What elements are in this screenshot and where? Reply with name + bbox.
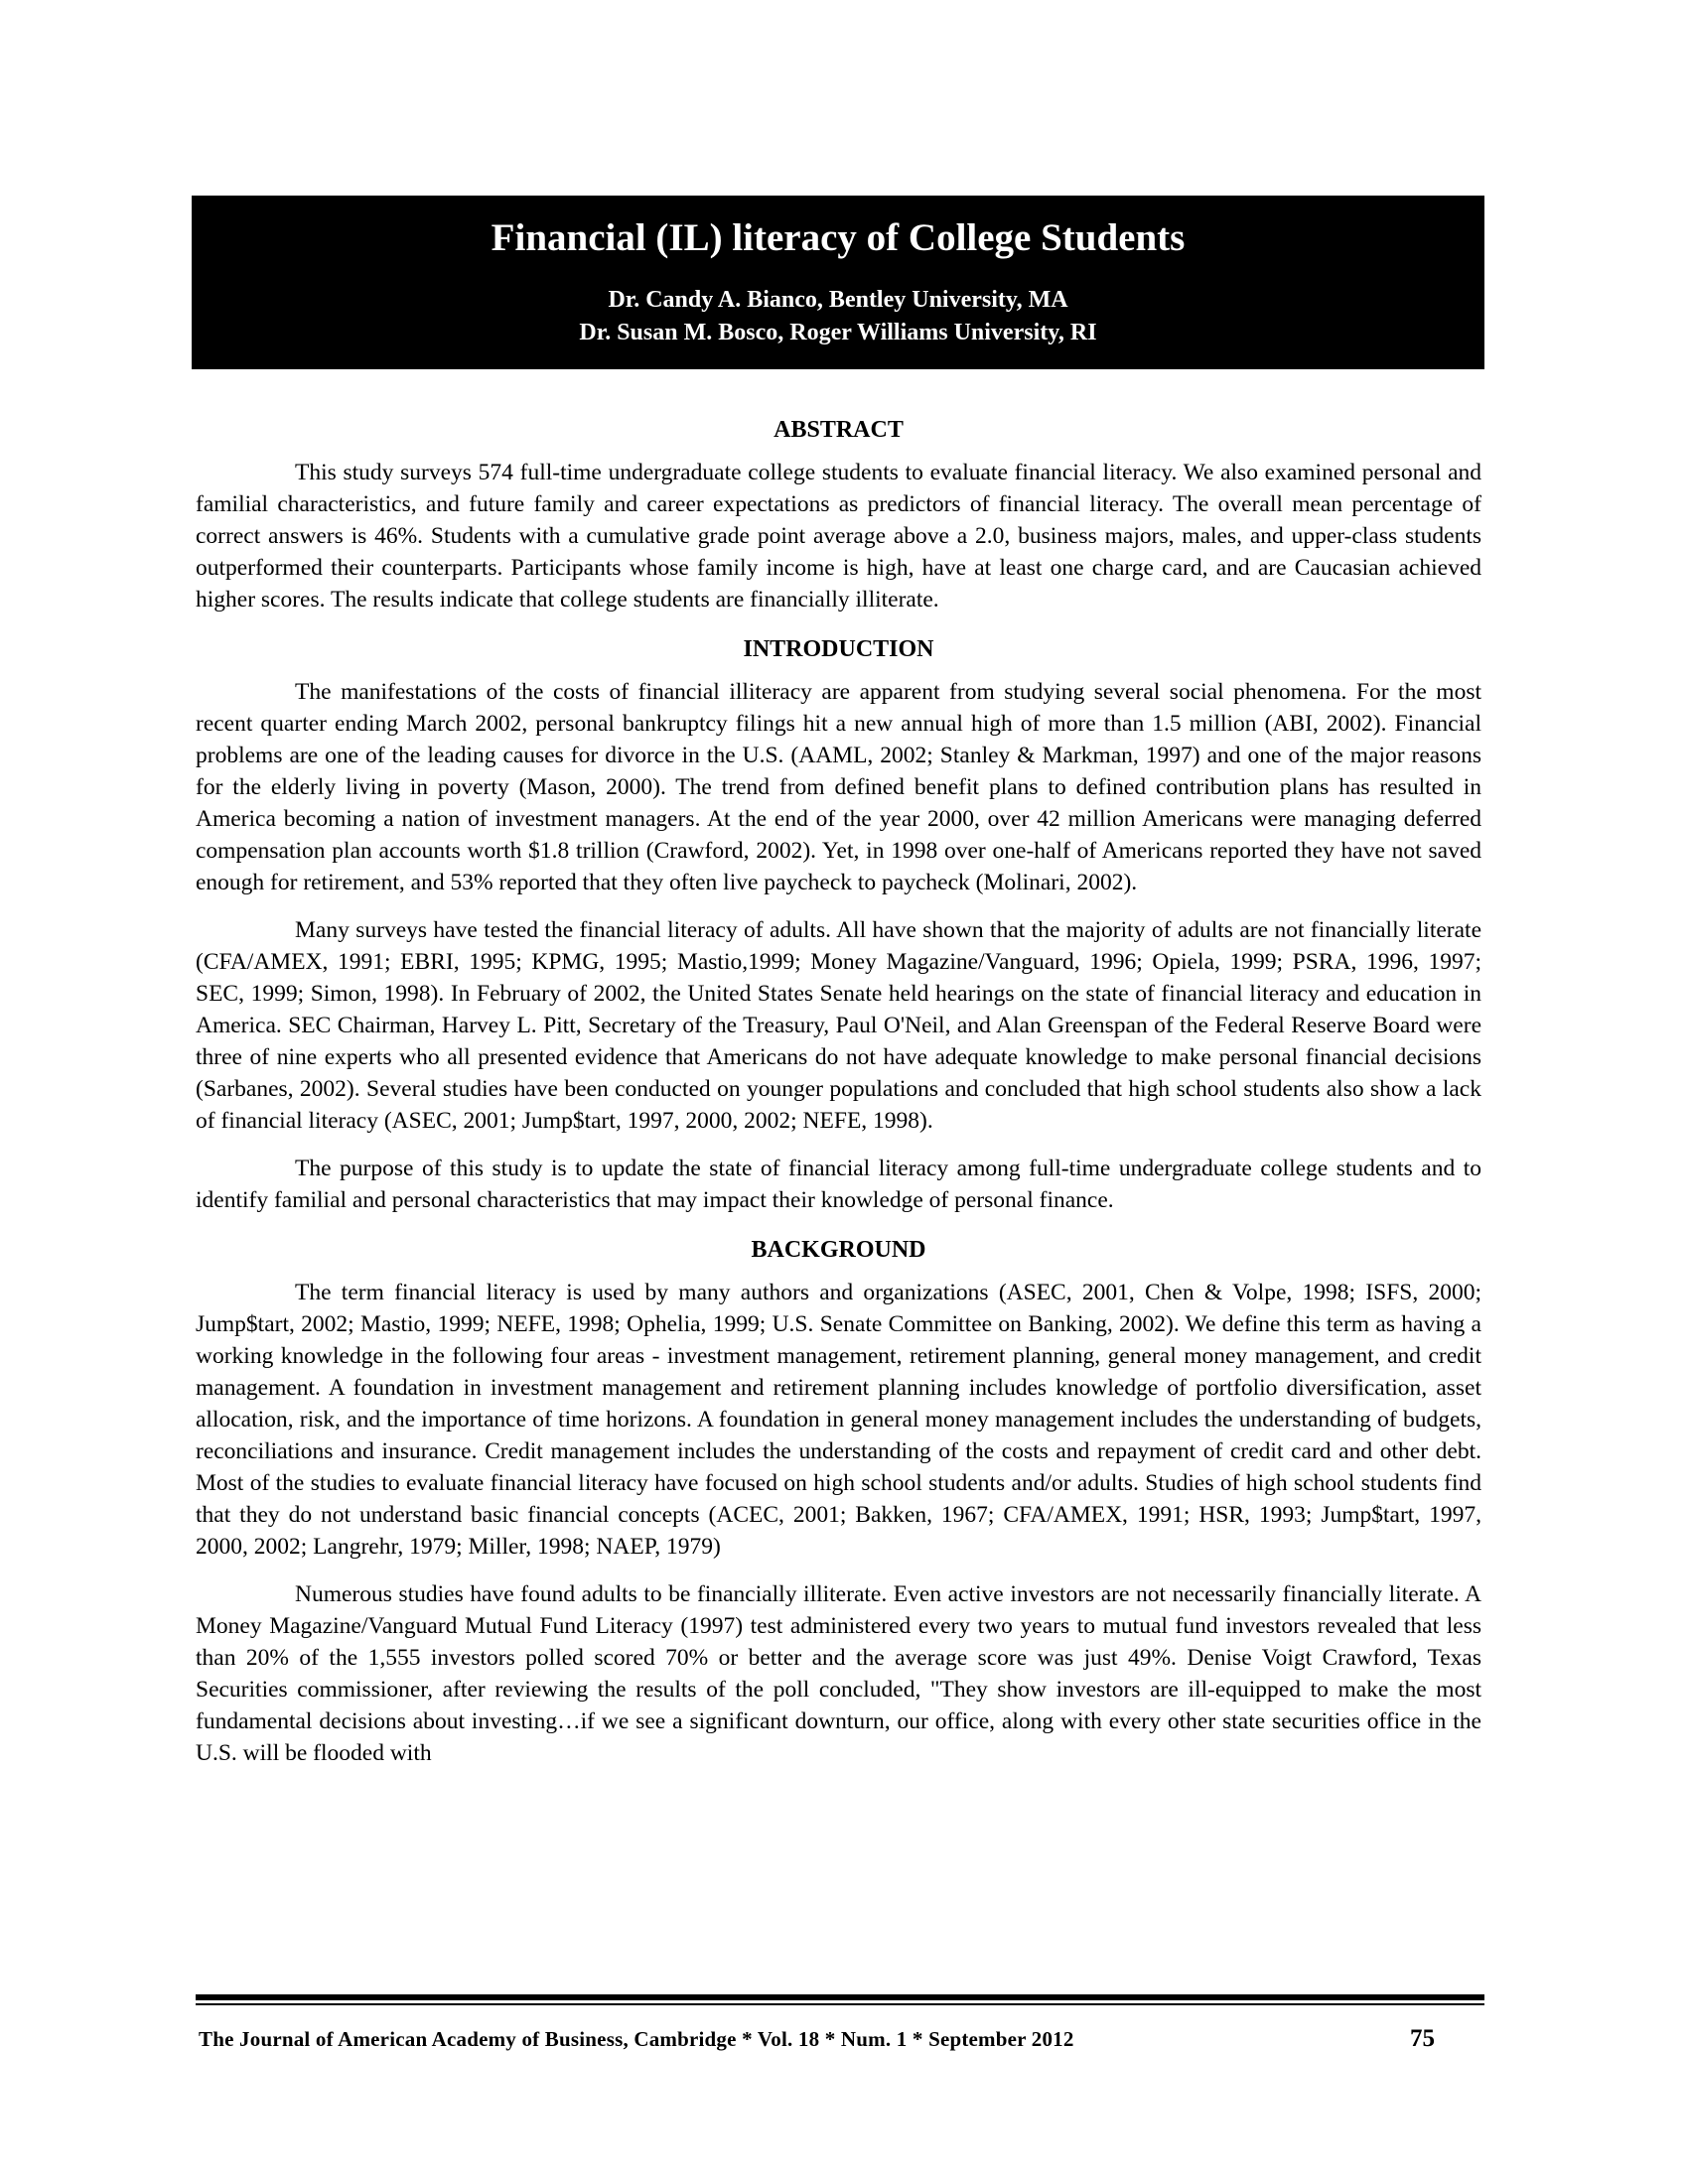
footer-divider	[196, 1994, 1484, 2005]
author-list	[192, 284, 1484, 349]
body-paragraph: The term financial literacy is used by many authors and organizations (ASEC, 2001, Chen & Volpe, 1998; ISFS, 2000; Jump$tart, 2002; Mastio, 1999; NEFE, 1998; Ophelia, 1999; U.S. Senate Committee on Banking, 2002). We define this term as having a working knowledge in the following four areas - investment management, retirement planning, general money management, and credit management. A foundation in investment management and retirement planning includes knowledge of portfolio diversification, asset allocation, risk, and the importance of time horizons. A foundation in general money management includes the understanding of budgets, reconciliations and insurance. Credit management includes the understanding of the costs and repayment of credit card and other debt. Most of the studies to evaluate financial literacy have focused on high school students and/or adults. Studies of high school students find that they do not understand basic financial concepts (ACEC, 2001; Bakken, 1967; CFA/AMEX, 1991; HSR, 1993; Jump$tart, 1997, 2000, 2002; Langrehr, 1979; Miller, 1998; NAEP, 1979)	[196, 1280, 1481, 1560]
title-banner	[192, 196, 1484, 369]
paper-title: Financial (IL) literacy of College Students	[491, 216, 1186, 259]
footer-rule-thick	[196, 1994, 1484, 2000]
page-number: 75	[1410, 2025, 1435, 2052]
section-heading-abstract: ABSTRACT	[774, 417, 904, 443]
author-line: Dr. Candy A. Bianco, Bentley University, MA	[608, 286, 1068, 313]
journal-citation: The Journal of American Academy of Business, Cambridge * Vol. 18 * Num. 1 * September 2012	[199, 2027, 1074, 2051]
section-heading-introduction: INTRODUCTION	[743, 636, 934, 662]
footer-rule-thin	[196, 2003, 1484, 2005]
body-paragraph: Numerous studies have found adults to be financially illiterate. Even active investors are not necessarily financially literate. A Money Magazine/Vanguard Mutual Fund Literacy (1997) test administered every two years to mutual fund investors revealed that less than 20% of the 1,555 investors polled scored 70% or better and the average score was just 49%. Denise Voigt Crawford, Texas Securities commissioner, after reviewing the results of the poll concluded, "They show investors are ill-equipped to make the most fundamental decisions about investing…if we see a significant downturn, our office, along with every other state securities office in the U.S. will be flooded with	[196, 1581, 1481, 1766]
paper-body	[196, 414, 1481, 1769]
body-paragraph: The manifestations of the costs of financial illiteracy are apparent from studying several social phenomena. For the most recent quarter ending March 2002, personal bankruptcy filings hit a new annual high of more than 1.5 million (ABI, 2002). Financial problems are one of the leading causes for divorce in the U.S. (AAML, 2002; Stanley & Markman, 1997) and one of the major reasons for the elderly living in poverty (Mason, 2000). The trend from defined benefit plans to defined contribution plans has resulted in America becoming a nation of investment managers. At the end of the year 2000, over 42 million Americans were managing deferred compensation plan accounts worth $1.8 trillion (Crawford, 2002). Yet, in 1998 over one-half of Americans reported they have not saved enough for retirement, and 53% reported that they often live paycheck to paycheck (Molinari, 2002).	[196, 679, 1481, 895]
background-section	[196, 1234, 1481, 1769]
body-paragraph: The purpose of this study is to update the state of financial literacy among full-time undergraduate college students and to identify familial and personal characteristics that may impact their knowledge of personal finance.	[196, 1156, 1481, 1213]
body-paragraph: Many surveys have tested the financial literacy of adults. All have shown that the majority of adults are not financially literate (CFA/AMEX, 1991; EBRI, 1995; KPMG, 1995; Mastio,1999; Money Magazine/Vanguard, 1996; Opiela, 1999; PSRA, 1996, 1997; SEC, 1999; Simon, 1998). In February of 2002, the United States Senate held hearings on the state of financial literacy and education in America. SEC Chairman, Harvey L. Pitt, Secretary of the Treasury, Paul O'Neil, and Alan Greenspan of the Federal Reserve Board were three of nine experts who all presented evidence that Americans do not have adequate knowledge to make personal financial decisions (Sarbanes, 2002). Several studies have been conducted on younger populations and concluded that high school students also show a lack of financial literacy (ASEC, 2001; Jump$tart, 1997, 2000, 2002; NEFE, 1998).	[196, 917, 1481, 1134]
section-heading-background: BACKGROUND	[751, 1237, 926, 1263]
abstract-section	[196, 414, 1481, 615]
introduction-section	[196, 633, 1481, 1216]
author-line: Dr. Susan M. Bosco, Roger Williams University, RI	[579, 319, 1097, 345]
abstract-paragraph: This study surveys 574 full-time undergraduate college students to evaluate financial literacy. We also examined personal and familial characteristics, and future family and career expectations as predictors of financial literacy. The overall mean percentage of correct answers is 46%. Students with a cumulative grade point average above a 2.0, business majors, males, and upper-class students outperformed their counterparts. Participants whose family income is high, have at least one charge card, and are Caucasian achieved higher scores. The results indicate that college students are financially illiterate.	[196, 460, 1481, 613]
